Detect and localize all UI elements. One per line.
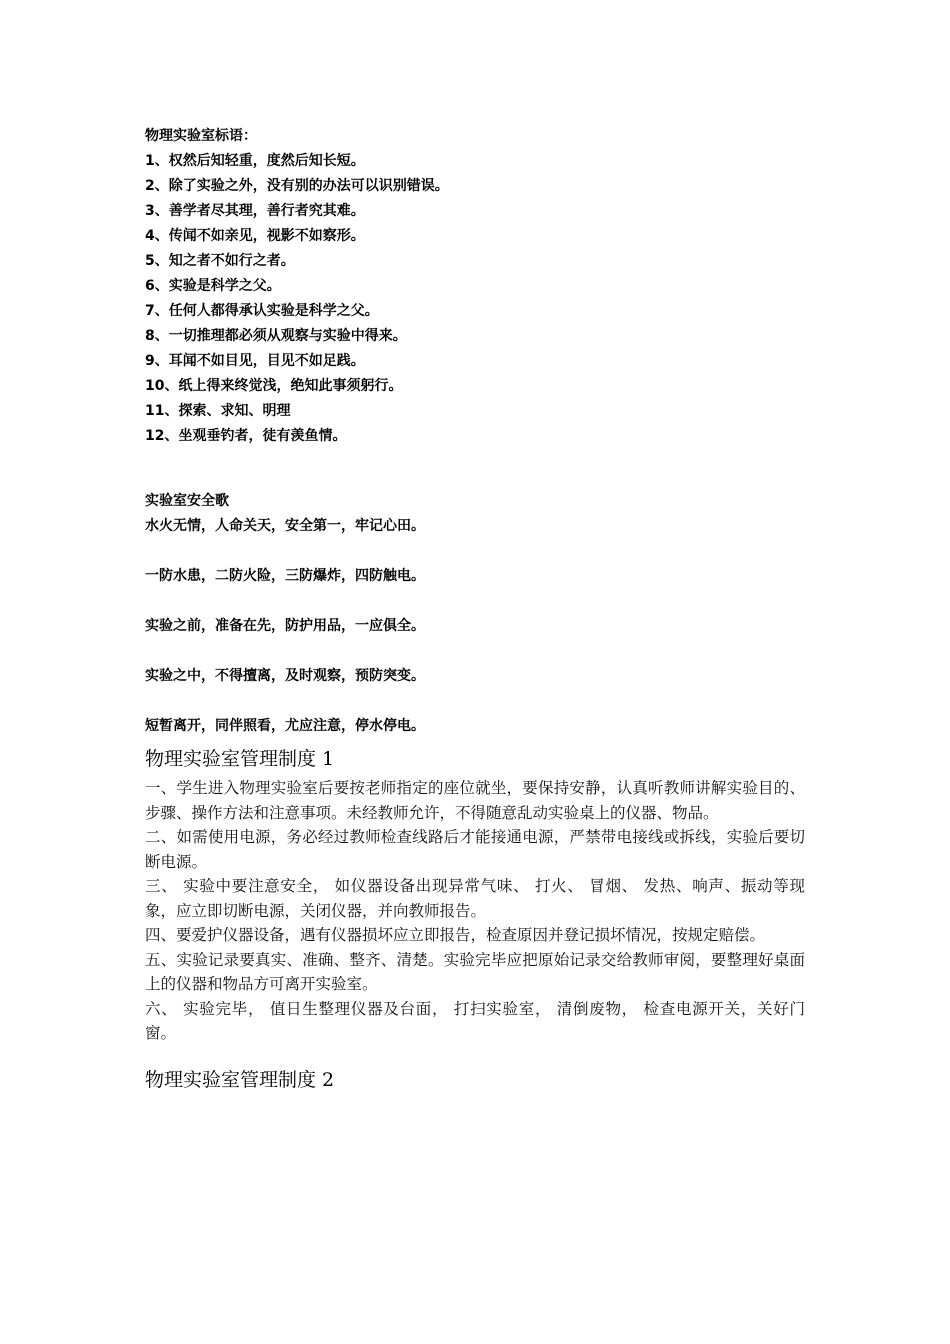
rules-1-section <box>145 745 805 1046</box>
slogan-item: 5、知之者不如行之者。 <box>145 253 295 269</box>
slogan-item: 1、权然后知轻重，度然后知长短。 <box>145 153 365 169</box>
safety-song-line: 实验之中，不得擅离，及时观察，预防突变。 <box>145 668 425 684</box>
safety-song-section <box>145 489 805 739</box>
rules-1-body <box>145 776 805 1046</box>
slogan-item: 7、任何人都得承认实验是科学之父。 <box>145 303 379 319</box>
blank-line <box>145 689 805 714</box>
slogan-item: 12、坐观垂钓者，徒有羡鱼情。 <box>145 428 347 444</box>
blank-line <box>145 639 805 664</box>
safety-song-line: 实验之前，准备在先，防护用品，一应俱全。 <box>145 618 425 634</box>
blank-line <box>145 539 805 564</box>
rules-2-section <box>145 1066 805 1095</box>
slogan-item: 6、实验是科学之父。 <box>145 278 281 294</box>
rule-paragraph: 四、要爱护仪器设备，遇有仪器损坏应立即报告，检查原因并登记损坏情况，按规定赔偿。 <box>145 926 766 944</box>
slogan-item: 11、探索、求知、明理 <box>145 403 291 419</box>
rules-2-heading: 物理实验室管理制度 2 <box>145 1068 335 1091</box>
rules-1-heading: 物理实验室管理制度 1 <box>145 748 335 770</box>
slogans-title: 物理实验室标语： <box>145 128 257 144</box>
safety-song-line: 水火无情，人命关天，安全第一，牢记心田。 <box>145 518 425 534</box>
rule-paragraph: 五、实验记录要真实、准确、整齐、清楚。实验完毕应把原始记录交给教师审阅，要整理好桌面上的仪器和物品方可离开实验室。 <box>145 950 805 993</box>
safety-song-title: 实验室安全歌 <box>145 493 229 509</box>
safety-song-line: 短暂离开，同伴照看，尤应注意，停水停电。 <box>145 718 425 734</box>
section-spacer <box>145 449 805 489</box>
rule-paragraph: 六、 实验完毕， 值日生整理仪器及台面， 打扫实验室， 清倒废物， 检查电源开关，关好门窗。 <box>145 999 805 1042</box>
blank-line <box>145 589 805 614</box>
slogan-item: 9、耳闻不如目见，目见不如足践。 <box>145 353 365 369</box>
slogan-item: 8、一切推理都必须从观察与实验中得来。 <box>145 328 407 344</box>
document-page <box>145 124 805 1095</box>
slogans-section <box>145 124 805 449</box>
rule-paragraph: 二、如需使用电源，务必经过教师检查线路后才能接通电源，严禁带电接线或拆线，实验后要切断电源。 <box>145 828 805 871</box>
rule-paragraph: 一、学生进入物理实验室后要按老师指定的座位就坐，要保持安静，认真听教师讲解实验目的、步骤、操作方法和注意事项。未经教师允许，不得随意乱动实验桌上的仪器、物品。 <box>145 779 805 822</box>
slogan-item: 10、纸上得来终觉浅，绝知此事须躬行。 <box>145 378 403 394</box>
safety-song-line: 一防水患，二防火险，三防爆炸，四防触电。 <box>145 568 425 584</box>
rule-paragraph: 三、 实验中要注意安全， 如仪器设备出现异常气味、 打火、 冒烟、 发热、响声、振动等现象，应立即切断电源，关闭仪器，并向教师报告。 <box>145 877 805 920</box>
slogan-item: 3、善学者尽其理，善行者究其难。 <box>145 203 365 219</box>
slogan-item: 2、除了实验之外，没有别的办法可以识别错误。 <box>145 178 449 194</box>
slogan-item: 4、传闻不如亲见，视影不如察形。 <box>145 228 365 244</box>
